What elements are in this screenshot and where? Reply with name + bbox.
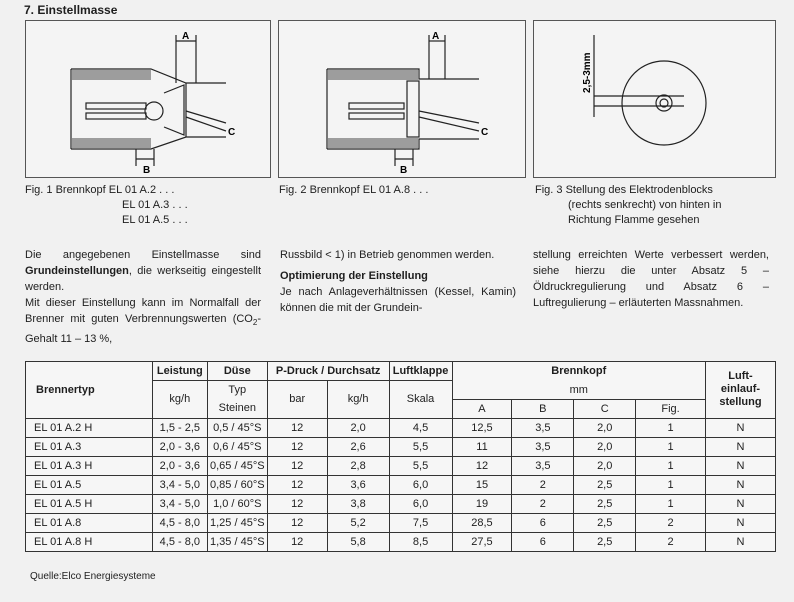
table-cell: 5,5 — [389, 456, 452, 475]
table-cell: EL 01 A.3 H — [26, 456, 153, 475]
fig2-label-c: C — [481, 127, 489, 138]
table-cell: 1 — [636, 494, 706, 513]
figure-2-burner-head — [278, 20, 526, 178]
table-cell: N — [705, 418, 775, 437]
header-skala: Skala — [389, 381, 452, 419]
settings-table-body — [26, 418, 776, 551]
table-cell: 3,5 — [512, 437, 574, 456]
header-leistung: Leistung — [152, 362, 207, 381]
header-pdruck: P-Druck / Durchsatz — [267, 362, 389, 381]
table-cell: 1,35 / 45°S — [207, 532, 267, 551]
table-row — [26, 456, 776, 475]
header-b: B — [512, 399, 574, 418]
table-cell: 3,8 — [327, 494, 389, 513]
figure-3-caption: Fig. 3 Stellung des Elektrodenblocks (rechts senkrecht) von hinten in Richtung Flamme gesehen — [535, 184, 722, 226]
table-cell: EL 01 A.8 H — [26, 532, 153, 551]
section-title: 7. Einstellmasse — [24, 3, 118, 17]
table-cell: 0,85 / 60°S — [207, 475, 267, 494]
table-cell: 6,0 — [389, 475, 452, 494]
header-duese: Düse — [207, 362, 267, 381]
header-bar: bar — [267, 381, 327, 419]
header-leistung-unit: kg/h — [152, 381, 207, 419]
table-cell: 4,5 - 8,0 — [152, 532, 207, 551]
table-cell: 3,5 — [512, 456, 574, 475]
table-cell: 2,6 — [327, 437, 389, 456]
table-cell: 11 — [452, 437, 512, 456]
table-row — [26, 418, 776, 437]
table-row — [26, 475, 776, 494]
table-cell: 1,25 / 45°S — [207, 513, 267, 532]
header-a: A — [452, 399, 512, 418]
table-cell: 19 — [452, 494, 512, 513]
table-cell: 2,5 — [574, 513, 636, 532]
table-cell: 2,5 — [574, 475, 636, 494]
table-cell: 2 — [636, 532, 706, 551]
text-column-2 — [280, 247, 516, 316]
header-fig: Fig. — [636, 399, 706, 418]
table-cell: 3,4 - 5,0 — [152, 494, 207, 513]
table-cell: EL 01 A.5 H — [26, 494, 153, 513]
table-cell: 1 — [636, 456, 706, 475]
figure-3-electrode-position — [533, 20, 776, 178]
table-cell: 12 — [267, 494, 327, 513]
table-cell: 6 — [512, 532, 574, 551]
table-cell: 5,2 — [327, 513, 389, 532]
table-cell: 5,5 — [389, 437, 452, 456]
header-duese-typ: Typ — [207, 381, 267, 400]
table-cell: N — [705, 513, 775, 532]
figure-2-caption: Fig. 2 Brennkopf EL 01 A.8 . . . — [279, 184, 429, 196]
fig1-label-c: C — [228, 127, 236, 138]
table-cell: 4,5 — [389, 418, 452, 437]
table-cell: 28,5 — [452, 513, 512, 532]
text-column-3 — [533, 247, 769, 311]
table-cell: 2,0 - 3,6 — [152, 437, 207, 456]
table-cell: 6,0 — [389, 494, 452, 513]
figure-2-drawing — [279, 21, 525, 177]
fig2-label-b: B — [400, 165, 408, 176]
table-cell: 3,5 — [512, 418, 574, 437]
table-cell: 2,0 — [574, 418, 636, 437]
table-cell: N — [705, 437, 775, 456]
table-cell: 4,5 - 8,0 — [152, 513, 207, 532]
fig3-label-distance: 2,5-3mm — [582, 52, 593, 93]
table-cell: 2,0 — [574, 456, 636, 475]
table-cell: EL 01 A.3 — [26, 437, 153, 456]
table-cell: EL 01 A.5 — [26, 475, 153, 494]
table-cell: 2 — [512, 475, 574, 494]
table-cell: 2 — [636, 513, 706, 532]
table-row — [26, 513, 776, 532]
table-cell: 12 — [267, 437, 327, 456]
table-cell: 2,5 — [574, 494, 636, 513]
header-c: C — [574, 399, 636, 418]
table-cell: 6 — [512, 513, 574, 532]
header-lufteinlaufstellung: Luft- einlauf- stellung — [705, 362, 775, 419]
table-cell: 3,4 - 5,0 — [152, 475, 207, 494]
table-cell: 5,8 — [327, 532, 389, 551]
header-brennkopf: Brennkopf — [452, 362, 705, 381]
table-row — [26, 494, 776, 513]
table-cell: 7,5 — [389, 513, 452, 532]
table-cell: 12,5 — [452, 418, 512, 437]
figure-3-drawing — [534, 21, 775, 177]
table-row — [26, 437, 776, 456]
header-kgh: kg/h — [327, 381, 389, 419]
table-cell: 1 — [636, 418, 706, 437]
source-note: Quelle:Elco Energiesysteme — [30, 571, 156, 582]
table-cell: 1 — [636, 475, 706, 494]
table-cell: EL 01 A.2 H — [26, 418, 153, 437]
table-cell: N — [705, 475, 775, 494]
table-cell: 1,5 - 2,5 — [152, 418, 207, 437]
table-cell: N — [705, 532, 775, 551]
table-cell: 12 — [452, 456, 512, 475]
header-luftklappe: Luftklappe — [389, 362, 452, 381]
figure-1-drawing — [26, 21, 270, 177]
header-brennertyp: Brennertyp — [26, 362, 153, 419]
table-cell: 0,65 / 45°S — [207, 456, 267, 475]
table-cell: N — [705, 494, 775, 513]
table-cell: 2 — [512, 494, 574, 513]
header-duese-steinen: Steinen — [207, 399, 267, 418]
paragraph-4: Je nach Anlageverhältnissen (Kessel, Kamin) können die mit der Grundein- — [280, 286, 516, 314]
paragraph-2: Mit dieser Einstellung kann im Normalfall der Brenner mit guten Verbrennungswerten ($CO_2$-Gehalt 11 – 13 %, — [25, 297, 261, 346]
table-cell: 2,0 - 3,6 — [152, 456, 207, 475]
paragraph-1: Die angegebenen Einstellmasse sind Grundeinstellungen, die werkseitig eingestellt werden. — [25, 249, 261, 293]
table-cell: N — [705, 456, 775, 475]
fig2-label-a: A — [432, 31, 440, 42]
table-cell: 12 — [267, 456, 327, 475]
table-cell: EL 01 A.8 — [26, 513, 153, 532]
heading-optimization: Optimierung der Einstellung — [280, 270, 428, 282]
paragraph-5: stellung erreichten Werte verbessert werden, siehe hierzu die unter Absatz 5 – Öldruckregulierung und Absatz 6 – Luftregulierung – erläuterten Massnahmen. — [533, 249, 769, 309]
fig1-label-b: B — [143, 165, 151, 176]
figure-1-burner-head — [25, 20, 271, 178]
text-column-1 — [25, 247, 261, 347]
table-cell: 12 — [267, 475, 327, 494]
table-cell: 3,6 — [327, 475, 389, 494]
settings-table — [25, 361, 776, 552]
table-cell: 12 — [267, 418, 327, 437]
table-cell: 1,0 / 60°S — [207, 494, 267, 513]
table-cell: 2,0 — [574, 437, 636, 456]
table-cell: 0,5 / 45°S — [207, 418, 267, 437]
table-cell: 2,8 — [327, 456, 389, 475]
table-row — [26, 532, 776, 551]
table-cell: 27,5 — [452, 532, 512, 551]
paragraph-3: Russbild < 1) in Betrieb genommen werden. — [280, 249, 495, 261]
figure-1-caption: Fig. 1 Brennkopf EL 01 A.2 . . . EL 01 A.3 . . . EL 01 A.5 . . . — [25, 184, 188, 226]
table-cell: 1 — [636, 437, 706, 456]
header-mm: mm — [452, 381, 705, 400]
fig1-label-a: A — [182, 31, 190, 42]
table-cell: 0,6 / 45°S — [207, 437, 267, 456]
table-cell: 12 — [267, 513, 327, 532]
table-cell: 8,5 — [389, 532, 452, 551]
table-cell: 15 — [452, 475, 512, 494]
table-cell: 2,5 — [574, 532, 636, 551]
table-cell: 2,0 — [327, 418, 389, 437]
table-cell: 12 — [267, 532, 327, 551]
